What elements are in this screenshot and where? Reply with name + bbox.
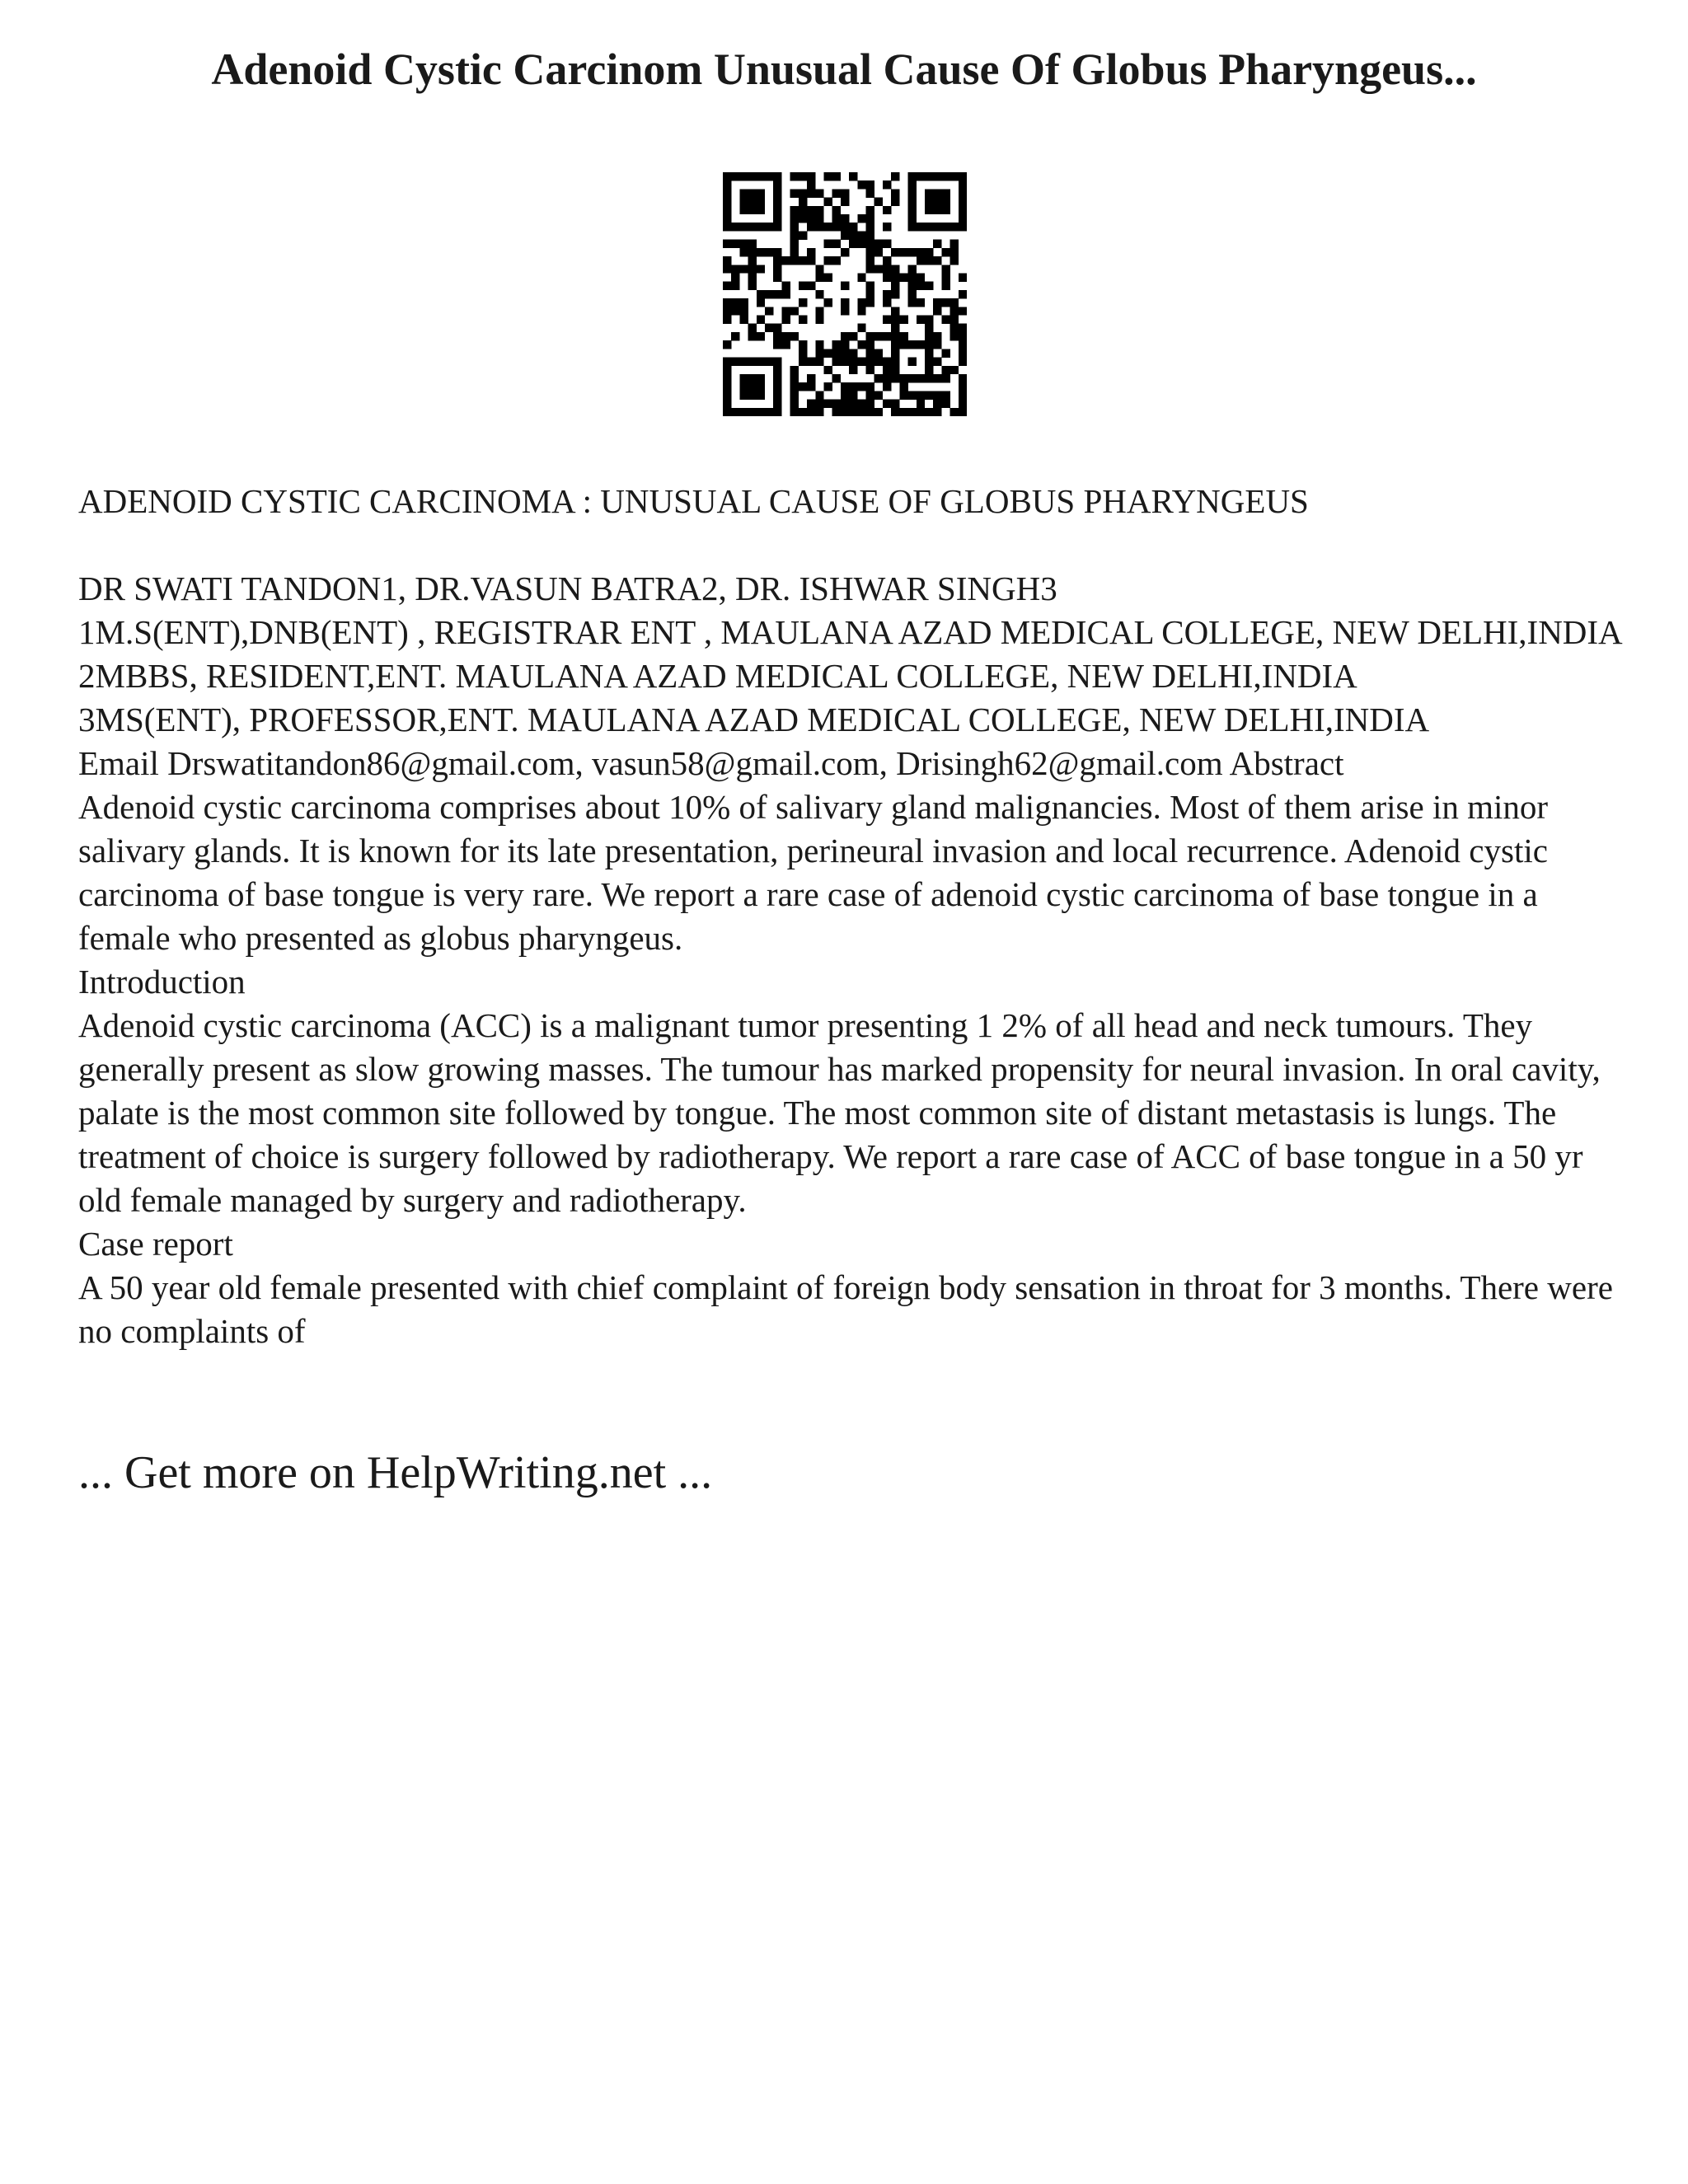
- authors: DR SWATI TANDON1, DR.VASUN BATRA2, DR. ISHWAR SINGH3: [78, 569, 1057, 607]
- spacer: [78, 523, 1628, 567]
- affiliation-2: 2MBBS, RESIDENT,ENT. MAULANA AZAD MEDICAL COLLEGE, NEW DELHI,INDIA: [78, 657, 1357, 695]
- abstract-text: Adenoid cystic carcinoma comprises about 10% of salivary gland malignancies. Most of them arise in minor salivary glands. It is known for its late presentation, perineural invasion and local recurrence. Adenoid cystic carcinoma of base tongue is very rare. We report a rare case of adenoid cystic carcinoma of base tongue in a female who presented as globus pharyngeus.: [78, 788, 1549, 957]
- intro-text: Adenoid cystic carcinoma (ACC) is a malignant tumor presenting 1 2% of all head and neck tumours. They generally present as slow growing masses. The tumour has marked propensity for neural invasion. In oral cavity, palate is the most common site followed by tongue. The most common site of distant metastasis is lungs. The treatment of choice is surgery followed by radiotherapy. We report a rare case of ACC of base tongue in a 50 yr old female managed by surgery and radiotherapy.: [78, 1006, 1601, 1219]
- case-text: A 50 year old female presented with chief complaint of foreign body sensation in throat for 3 months. There were no complaints of: [78, 1268, 1613, 1350]
- affiliation-3: 3MS(ENT), PROFESSOR,ENT. MAULANA AZAD MEDICAL COLLEGE, NEW DELHI,INDIA: [78, 701, 1430, 738]
- page-title: Adenoid Cystic Carcinom Unusual Cause Of Globus Pharyngeus...: [211, 45, 1477, 94]
- intro-heading: Introduction: [78, 963, 246, 1001]
- email-line: Email Drswatitandon86@gmail.com, vasun58@gmail.com, Drisingh62@gmail.com Abstract: [78, 744, 1344, 782]
- case-heading: Case report: [78, 1225, 233, 1263]
- get-more-link[interactable]: ... Get more on HelpWriting.net ...: [78, 1447, 713, 1498]
- qr-code-icon: [723, 172, 967, 416]
- article-heading: ADENOID CYSTIC CARCINOMA : UNUSUAL CAUSE OF GLOBUS PHARYNGEUS: [78, 482, 1309, 520]
- article-body: [78, 480, 1628, 1353]
- affiliation-1: 1M.S(ENT),DNB(ENT) , REGISTRAR ENT , MAULANA AZAD MEDICAL COLLEGE, NEW DELHI,INDIA: [78, 613, 1623, 651]
